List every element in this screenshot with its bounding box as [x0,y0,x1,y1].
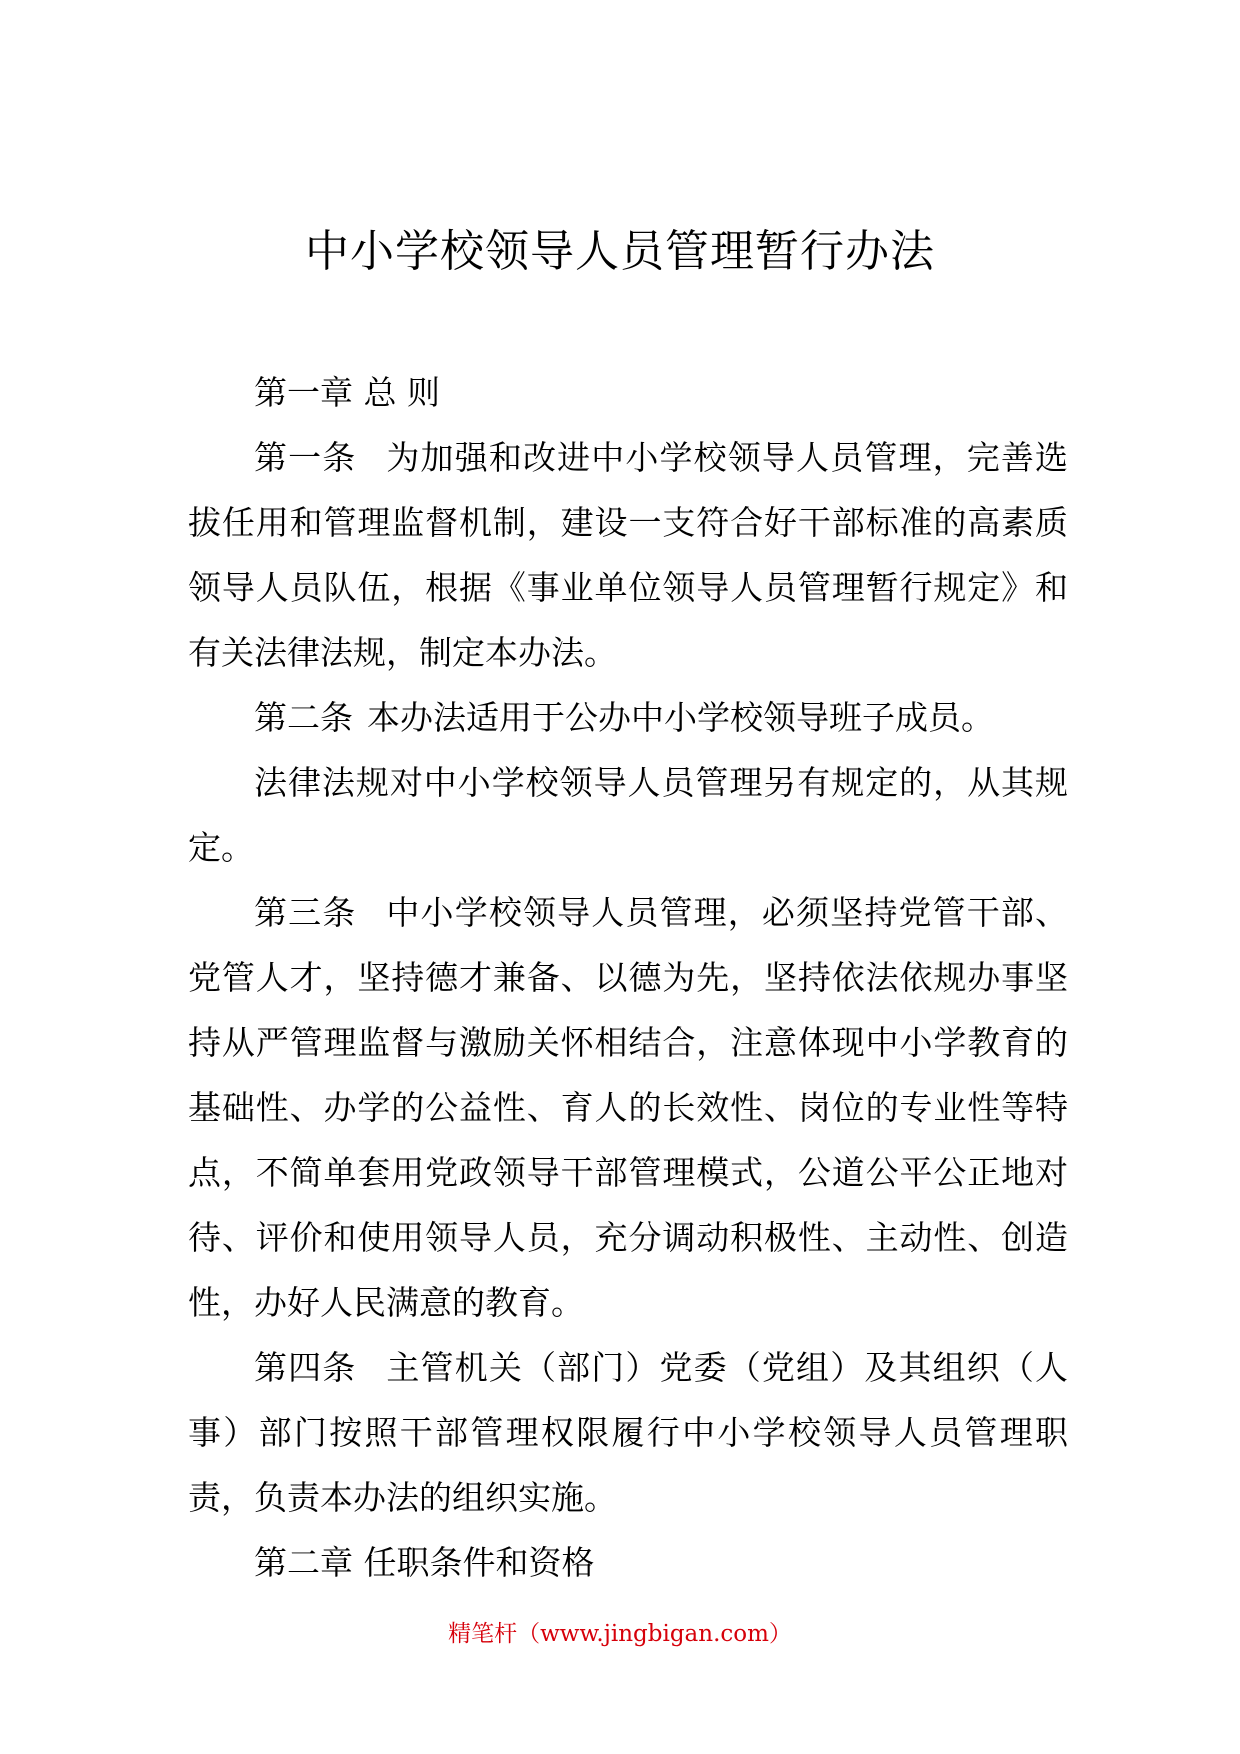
document-title: 中小学校领导人员管理暂行办法 [305,226,935,277]
article-4-text: 主管机关（部门）党委（党组）及其组织（人事）部门按照干部管理权限履行中小学校领导人员管理职责，负责本办法的组织实施。 [188,1348,1069,1517]
article-3 [188,880,1068,1335]
article-3-label: 第三条 [254,893,357,932]
article-1-text: 为加强和改进中小学校领导人员管理，完善选拔任用和管理监督机制，建设一支符合好干部标准的高素质领导人员队伍，根据《事业单位领导人员管理暂行规定》和有关法律法规，制定本办法。 [188,438,1069,672]
article-3-text: 中小学校领导人员管理，必须坚持党管干部、党管人才，坚持德才兼备、以德为先，坚持依法依规办事坚持从严管理监督与激励关怀相结合，注意体现中小学教育的基础性、办学的公益性、育人的长效性、岗位的专业性等特点，不简单套用党政领导干部管理模式，公道公平公正地对待、评价和使用领导人员，充分调动积极性、主动性、创造性，办好人民满意的教育。 [188,893,1069,1322]
article-4-label: 第四条 [254,1348,357,1387]
document-body [188,360,1068,1595]
article-2-extra: 法律法规对中小学校领导人员管理另有规定的，从其规定。 [188,763,1068,867]
article-2-label: 第二条 [254,698,353,737]
chapter-2-heading: 第二章 任职条件和资格 [254,1543,595,1582]
footer-watermark: 精笔杆（www.jingbigan.com） [448,1621,792,1647]
article-4 [188,1335,1068,1530]
article-2-text: 本办法适用于公办中小学校领导班子成员。 [367,698,994,737]
article-1-label: 第一条 [254,438,357,477]
chapter-1-heading: 第一章 总 则 [254,373,440,412]
article-1 [188,425,1068,685]
article-2 [188,685,1068,750]
